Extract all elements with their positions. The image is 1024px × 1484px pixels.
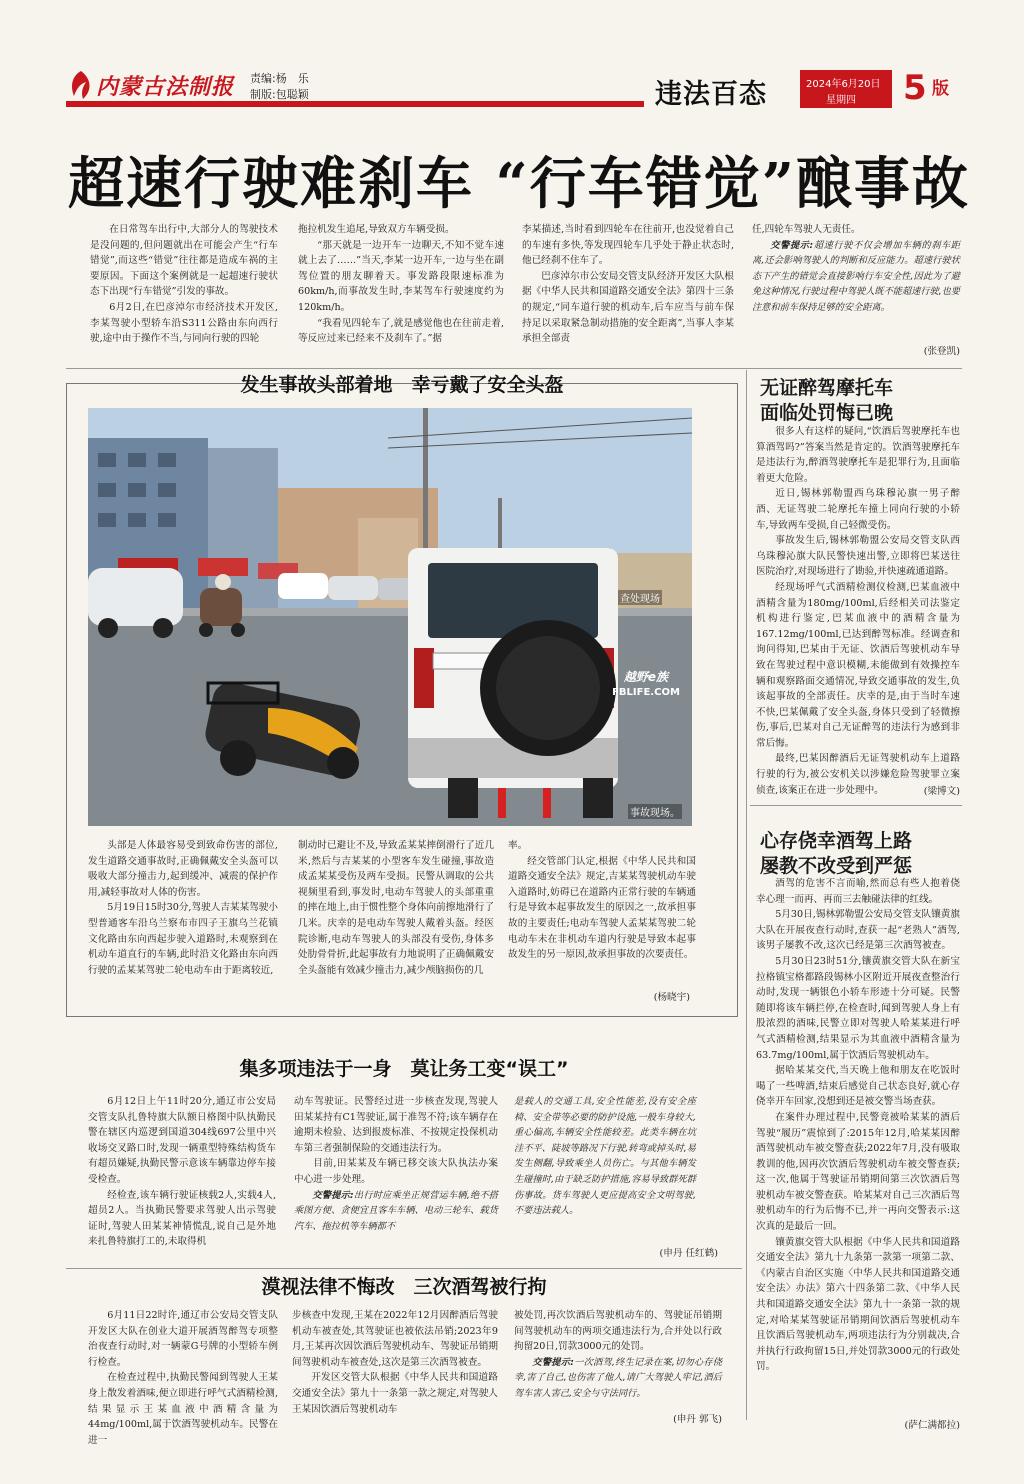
paragraph: 5月19日15时30分,驾驶人吉某某驾驶小型普通客车沿乌兰察布市四子王旗乌兰花镇文化路由东向西起步驶入道路时,未观察到在机动车道直行的车辆,此时沿文化路由东向西行驶的孟某某驾驶二轮电动车由于距离较近, xyxy=(88,902,278,976)
logo-emblem-icon xyxy=(68,70,94,100)
moto-author: (梁博文) xyxy=(923,786,960,797)
issue-weekday: 星期四 xyxy=(826,95,856,106)
paragraph: 在日常驾车出行中,大部分人的驾驶技术是没问题的,但问题就出在可能会产生“行车错觉”,而这些“错觉”往往都是造成车祸的主要原因。下面这个案例就是一起超速行驶状态下出现“行车错觉”引发的事故。 xyxy=(90,224,278,298)
paragraph: 头部是人体最容易受到致命伤害的部位,发生道路交通事故时,正确佩戴安全头盔可以吸收大部分撞击力,起到缓冲、减震的保护作用,减轻事故对人体的伤害。 xyxy=(88,840,278,898)
masthead-rule xyxy=(66,101,644,107)
paragraph: 最终,巴某因醉酒后无证驾驶机动车上道路行驶的行为,被公安机关以涉嫌危险驾驶罪立案侦查,该案正在进一步处理中。 xyxy=(756,753,960,796)
paragraph: 拖拉机发生追尾,导致双方车辆受损。 xyxy=(298,224,455,235)
paragraph: 据哈某某交代,当天晚上他和朋友在吃饭时喝了一些啤酒,结束后感觉自己状态良好,就心存侥幸开车回家,没想到还是被交警当场查获。 xyxy=(756,1065,960,1108)
helmet-headline: 发生事故头部着地 幸亏戴了安全头盔 xyxy=(240,374,564,396)
paragraph: 经现场呼气式酒精检测仪检测,巴某血液中酒精含量为180mg/100ml,后经相关司法鉴定机构进行鉴定,巴某血液中的酒精含量为167.12mg/100ml,已达到醉驾标准。经调查和询问得知,巴某由于无证、饮酒后驾驶机动车导致在驾驶过程中意识模糊,未能做到有效操控车辆和观察路面交通情况,导致交通事故的发生,负该起事故的全部责任。庆幸的是,由于当时车速不快,巴某佩戴了安全头盔,身体只受到了轻微擦伤,事后,巴某对自己无证醉驾的违法行为感到非常后悔。 xyxy=(756,581,960,749)
multi-author: (申丹 任红鹤) xyxy=(659,1248,718,1259)
accident-photo xyxy=(88,408,692,826)
photo-caption-bottom: 事故现场。 xyxy=(628,804,682,819)
repeat-headline-line2: 屡教不改受到严惩 xyxy=(760,855,913,877)
section-title: 违法百态 xyxy=(655,79,767,110)
page-suffix: 版 xyxy=(932,79,949,99)
accident-scene-image xyxy=(88,408,692,826)
paragraph: 经检查,该车辆行驶证核载2人,实载4人,超员2人。当执勤民警要求驾驶人出示驾驶证时,驾驶人田某某神情慌乱,说自己是外地来扎鲁特旗打工的,未取得机 xyxy=(88,1189,276,1248)
paragraph: “那天就是一边开车一边聊天,不知不觉车速就上去了……”当天,李某一边开车,一边与坐在副驾位置的朋友聊着天。事发路段限速标准为60km/h,而事故发生时,李某驾车行驶速度约为120km/h。 xyxy=(298,239,504,313)
paragraph: 在检查过程中,执勤民警闻到驾驶人王某身上散发着酒味,便立即进行呼气式酒精检测,结果显示王某血液中酒精含量为44mg/100ml,属于饮酒驾驶机动车。民警在进一 xyxy=(88,1372,278,1446)
lead-author: (张登凯) xyxy=(923,346,960,357)
paragraph: 近日,锡林郭勒盟西乌珠穆沁旗一男子醉酒、无证驾驶二轮摩托车撞上同向行驶的小轿车,导致两车受损,自己轻微受伤。 xyxy=(756,488,960,531)
multi-column-3 xyxy=(514,1094,696,1244)
paragraph: 率。 xyxy=(508,840,528,851)
editor-credit: 责编:杨 乐 xyxy=(250,72,309,85)
helmet-column-1 xyxy=(88,838,278,1010)
moto-headline-line1: 无证醉驾摩托车 xyxy=(760,377,894,399)
repeat-author: (萨仁满都拉) xyxy=(904,1420,960,1431)
lead-column-1 xyxy=(90,222,278,352)
date-box xyxy=(800,70,892,108)
traffic-tip xyxy=(514,1355,722,1402)
multi-column-2 xyxy=(294,1094,498,1266)
divider xyxy=(66,1268,742,1269)
divider xyxy=(746,370,747,1420)
repeat-body xyxy=(756,876,960,1418)
page-number: 5 xyxy=(903,68,927,108)
paragraph: 开发区交管大队根据《中华人民共和国道路交通安全法》第九十一条第一款之规定,对驾驶人王某因饮酒后驾驶机动车 xyxy=(292,1372,498,1415)
newspaper-logo xyxy=(68,68,236,102)
tip-label: 交警提示: xyxy=(312,1189,354,1201)
paragraph: 李某描述,当时看到四轮车在往前开,也没觉着自己的车速有多快,等发现四轮车几乎处于静止状态时,他已经刹不住车了。 xyxy=(522,224,734,267)
ignore-headline: 漠视法律不悔改 三次酒驾被行拘 xyxy=(261,1276,547,1298)
paragraph: 制动时已避让不及,导致孟某某摔倒滑行了近几米,然后与吉某某的小型客车发生碰撞,事故造成孟某某受伤及两车受损。民警从调取的公共视频里看到,事发时,电动车驾驶人的头部重重的摔在地上,由于惯性整个身体向前擦地滑行了几米。庆幸的是电动车驾驶人戴着头盔。经医院诊断,电动车驾驶人的头部没有受伤,身体多处肋骨骨折,此起事故有力地说明了正确佩戴安全头盔能有效减少撞击力,减少颅脑损伤的几 xyxy=(298,840,494,976)
paragraph: 在案件办理过程中,民警竟被哈某某的酒后驾驶“履历”震惊到了:2015年12月,哈某某因醉酒驾驶机动车被交警查获;2022年7月,没有吸取教训的他,因再次饮酒后驾驶机动车被交警查获;这一次,他属于驾驶证吊销期间第三次饮酒后驾驶机动车被交警查获。哈某某对自己三次酒后驾驶机动车的行为后悔不已,并一再向交警表示:这次真的是最后一回。 xyxy=(756,1111,960,1233)
divider xyxy=(66,368,962,369)
multi-column-1 xyxy=(88,1094,276,1266)
tip-label: 交警提示: xyxy=(770,239,814,251)
issue-date: 2024年6月20日 xyxy=(806,79,881,90)
paragraph: 酒驾的危害不言而喻,然而总有些人抱着侥幸心理一而再、再而三去触碰法律的红线。 xyxy=(756,878,960,905)
paragraph: 镶黄旗交管大队根据《中华人民共和国道路交通安全法》第九十九条第一款第一项第二款、《内蒙古自治区实施〈中华人民共和国道路交通安全法〉办法》第六十四条第二款、《中华人民共和国道路交通安全法》第九十一条第一款的规定,对哈某某驾驶证吊销期间饮酒后驾驶机动车且饮酒后驾驶机动车,两项违法行为分别裁决,合并执行行政拘留15日,并处罚款3000元的行政处罚。 xyxy=(756,1236,960,1373)
ignore-column-3 xyxy=(514,1308,722,1414)
helmet-column-2 xyxy=(298,838,494,1010)
lead-headline: 超速行驶难刹车 “行车错觉”酿事故 xyxy=(68,151,970,217)
tip-text: 出行时应乘坐正规营运车辆,绝不搭乘图方便、贪便宜且客车车辆、电动三轮车、载货汽车、拖拉机等车辆都不 xyxy=(294,1189,498,1232)
paragraph: 是载人的交通工具,安全性能差,没有安全座椅、安全带等必要的防护设施,一般车身较大,重心偏高,车辆安全性能较差。此类车辆在坑洼不平、陡坡等路况下行驶,转弯或掉头时,易发生侧翻,导致乘坐人员伤亡。与其他车辆发生碰撞时,由于缺乏防护措施,容易导致群死群伤事故。货车驾驶人更应提高安全文明驾驶,不要违法载人。 xyxy=(514,1096,696,1217)
masthead xyxy=(0,0,1024,118)
paragraph: 事故发生后,锡林郭勒盟公安局交管支队西乌珠穆沁旗大队民警快速出警,立即将巴某送往医院治疗,对现场进行了勘验,并快速疏通道路。 xyxy=(756,535,960,578)
paragraph: 任,四轮车驾驶人无责任。 xyxy=(752,224,861,235)
tire-url-text: FBLIFE.COM xyxy=(612,687,680,698)
paragraph: 被处罚,再次饮酒后驾驶机动车的、驾驶证吊销期间驾驶机动车的两项交通违法行为,合并处以行政拘留20日,罚款3000元的处罚。 xyxy=(514,1310,722,1353)
multi-headline: 集多项违法于一身 莫让务工变“误工” xyxy=(239,1058,569,1080)
traffic-tip xyxy=(752,238,960,316)
paragraph: 巴彦淖尔市公安局交管支队经济开发区大队根据《中华人民共和国道路交通安全法》第四十三条的规定,“同车道行驶的机动车,后车应当与前车保持足以采取紧急制动措施的安全距离”,当事人李某承担全部责 xyxy=(522,270,734,345)
lead-column-3 xyxy=(522,222,734,352)
paragraph: 6月12日上午11时20分,通辽市公安局交管支队扎鲁特旗大队额日格图中队执勤民警在辖区内巡逻到国道304线697公里中兴收场交叉路口时,发现一辆重型特殊结构货车有超员嫌疑,执勤民警示意该车辆靠边停车接受检查。 xyxy=(88,1096,276,1185)
paragraph: 动车驾驶证。民警经过进一步核查发现,驾驶人田某某持有C1驾驶证,属于准驾不符;该车辆存在逾期未检验、达到报废标准、不按规定投保机动车第三者强制保险的交通违法行为。 xyxy=(294,1096,498,1154)
tire-brand-text: 越野e族 xyxy=(623,670,669,684)
ignore-column-2 xyxy=(292,1308,498,1432)
tip-text: 一次酒驾,终生记录在案,切勿心存侥幸,害了自己,也伤害了他人,请广大驾驶人牢记,酒后驾车害人害己,安全与守法同行。 xyxy=(514,1356,722,1399)
photo-caption-top: 查处现场 xyxy=(618,590,662,605)
paragraph: 6月2日,在巴彦淖尔市经济技术开发区,李某驾驶小型轿车沿S311公路由东向西行驶,途中由于操作不当,与同向行驶的四轮 xyxy=(90,301,278,345)
divider xyxy=(750,805,962,806)
paragraph: 步核查中发现,王某在2022年12月因醉酒后驾驶机动车被查处,其驾驶证也被依法吊销;2023年9月,王某再次因饮酒后驾驶机动车、驾驶证吊销期间驾驶机动车被查处,这次是第三次酒驾被查。 xyxy=(292,1310,498,1368)
lead-column-4 xyxy=(752,222,960,338)
traffic-tip xyxy=(294,1188,498,1235)
paragraph: “我看见四轮车了,就是感觉他也在往前走着,等反应过来已经来不及刹车了。”据 xyxy=(298,317,504,345)
tip-label: 交警提示: xyxy=(532,1356,574,1368)
helmet-column-3 xyxy=(508,838,696,988)
ignore-author: (申丹 郭飞) xyxy=(673,1414,722,1425)
paragraph: 目前,田某某及车辆已移交该大队执法办案中心进一步处理。 xyxy=(294,1158,498,1185)
paragraph: 很多人有这样的疑问,“饮酒后驾驶摩托车也算酒驾吗?”答案当然是肯定的。饮酒驾驶摩托车是违法行为,醉酒驾驶摩托车是犯罪行为,且面临着更大危险。 xyxy=(756,426,960,484)
paragraph: 经交管部门认定,根据《中华人民共和国道路交通安全法》规定,吉某某驾驶机动车驶入道路时,妨碍已在道路内正常行驶的车辆通行是导致本起事故发生的原因之一,故承担事故的主要责任;电动车驾驶人孟某某驾驶二轮电动车未在非机动车道内行驶是导致本起事故发生的另一原因,故承担事故的次要责任。 xyxy=(508,855,696,961)
repeat-headline-line1: 心存侥幸酒驾上路 xyxy=(760,830,913,852)
tip-text: 超速行驶不仅会增加车辆的刹车距离,还会影响驾驶人的判断和反应能力。超速行驶状态下产生的错觉会直接影响行车安全性,因此为了避免这种情况,行驶过程中驾驶人既不能超速行驶,也要注意和前车保持足够的安全距离。 xyxy=(752,239,960,313)
paragraph: 5月30日,锡林郭勒盟公安局交管支队镶黄旗大队在开展夜查行动时,查获一起“老熟人”酒驾,该男子屡教不改,这次已经是第三次酒驾被查。 xyxy=(756,909,960,952)
paragraph: 6月11日22时许,通辽市公安局交管支队开发区大队在创业大道开展酒驾醉驾专项整治夜查行动时,对一辆蒙G号牌的小型轿车例行检查。 xyxy=(88,1310,278,1368)
moto-headline-line2: 面临处罚悔已晚 xyxy=(760,402,894,424)
helmet-author: (杨晓宇) xyxy=(653,992,690,1003)
ignore-column-1 xyxy=(88,1308,278,1446)
layout-credit: 制版:包聪颖 xyxy=(250,88,309,101)
logo-text: 内蒙古法制报 xyxy=(96,74,235,100)
paragraph: 5月30日23时51分,镶黄旗交管大队在新宝拉格镇宝格都路段锡林小区附近开展夜查整治行动时,发现一辆银色小轿车形迹十分可疑。民警随即将该车辆拦停,在检查时,闻到驾驶人身上有股浓烈的酒味,民警立即对驾驶人哈某某进行呼气式酒精检测,结果显示为其血液中酒精含量为63.7mg/100ml,属于饮酒后驾驶机动车。 xyxy=(756,955,960,1061)
lead-column-2 xyxy=(298,222,504,352)
